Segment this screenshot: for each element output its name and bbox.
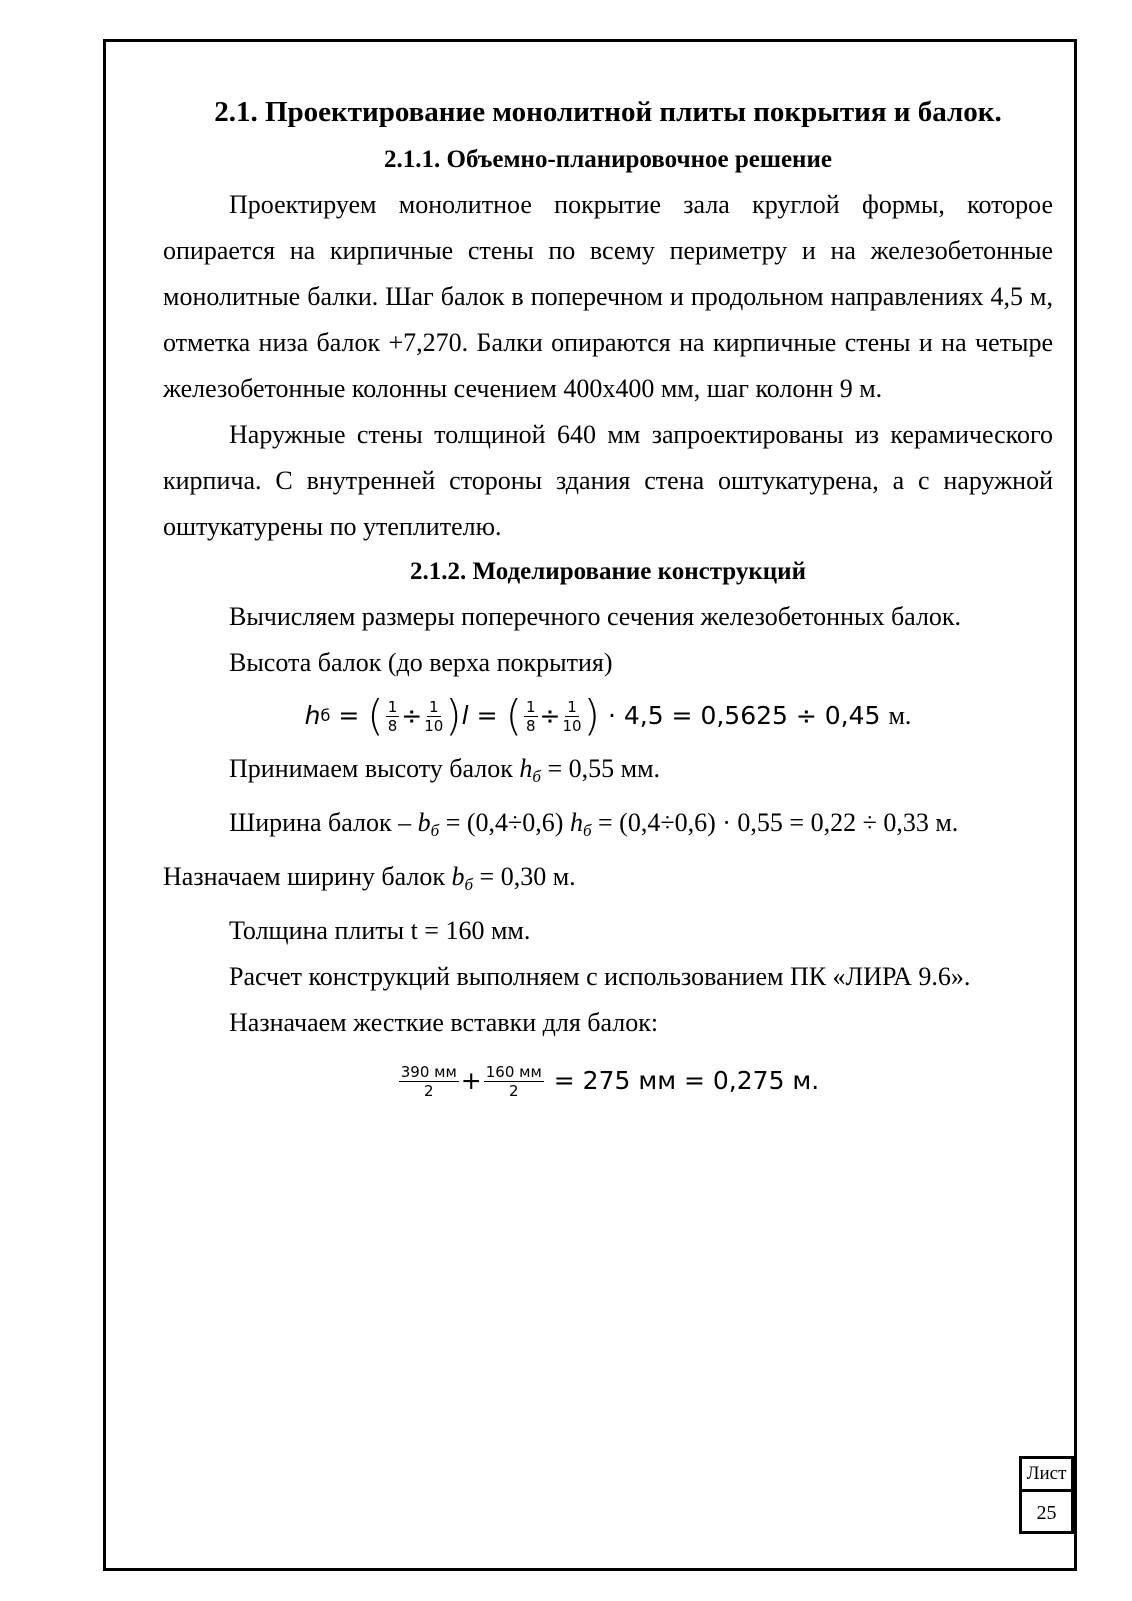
paragraph-4: Высота балок (до верха покрытия) <box>229 648 613 677</box>
rigid-insert-formula: $\frac{390 мм}{2}$ + $\frac{160 мм}{2}$ = 275 мм = 0,275 м. <box>400 1062 820 1100</box>
paragraph-9: Назначаем жесткие вставки для балок: <box>229 1008 659 1037</box>
paragraph-1: Проектируем монолитное покрытие зала круглой формы, которое опирается на кирпичные стены по всему периметру и на железобетонные монолитные балки. Шаг балок в поперечном и продольном направлениях 4,5 м, отметка низа балок +7,270. Балки опираются на кирпичные стены и на четыре железобетонные колонны сечением 400х400 мм, шаг колонн 9 м. <box>163 190 1053 403</box>
paragraph-8: Расчет конструкций выполняем с использованием ПК «ЛИРА 9.6». <box>229 962 971 991</box>
beam-height-formula: h б = ( $\frac{1}{8}$ ÷ $\frac{1}{10}$ ) l = ( $\frac{1}{8}$ ÷ $\frac{1}{10}$ ) · 4,5 = 0,5625 ÷ 0,45 м. <box>304 691 912 740</box>
paragraph-2: Наружные стены толщиной 640 мм запроектированы из керамического кирпича. С внутренней стороны здания стена оштукатурена, а с наружной оштукатурены по утеплителю. <box>163 420 1053 541</box>
paragraph-5: Принимаем высоту балок hб = 0,55 мм. <box>229 754 661 786</box>
paragraph-6-line-2: Назначаем ширину балок bб = 0,30 м. <box>163 862 576 894</box>
fraction-one-tenth-2: $\frac{1}{10}$ <box>562 697 582 735</box>
paragraph-6: Ширина балок – bб = (0,4÷0,6) hб = (0,4÷0,6) · 0,55 = 0,22 ÷ 0,33 м. <box>229 808 959 840</box>
fraction-one-tenth: $\frac{1}{10}$ <box>424 697 444 735</box>
subsection-heading-1: 2.1.1. Объемно-планировочное решение <box>384 146 832 173</box>
sheet-label: Лист <box>1022 1459 1071 1492</box>
document-body <box>163 80 1053 1116</box>
fraction-160-over-2: $\frac{160 мм}{2}$ <box>485 1062 542 1100</box>
fraction-one-eighth: $\frac{1}{8}$ <box>387 697 398 735</box>
subsection-heading-2: 2.1.2. Моделирование конструкций <box>409 558 806 585</box>
paragraph-7: Толщина плиты t = 160 мм. <box>229 916 531 945</box>
fraction-one-eighth-2: $\frac{1}{8}$ <box>525 697 536 735</box>
sheet-number: 25 <box>1036 1502 1057 1524</box>
sheet-stamp <box>1019 1456 1074 1534</box>
fraction-390-over-2: $\frac{390 мм}{2}$ <box>400 1062 457 1100</box>
section-heading: 2.1. Проектирование монолитной плиты покрытия и балок. <box>214 96 1002 128</box>
paragraph-3: Вычисляем размеры поперечного сечения железобетонных балок. <box>229 602 962 631</box>
